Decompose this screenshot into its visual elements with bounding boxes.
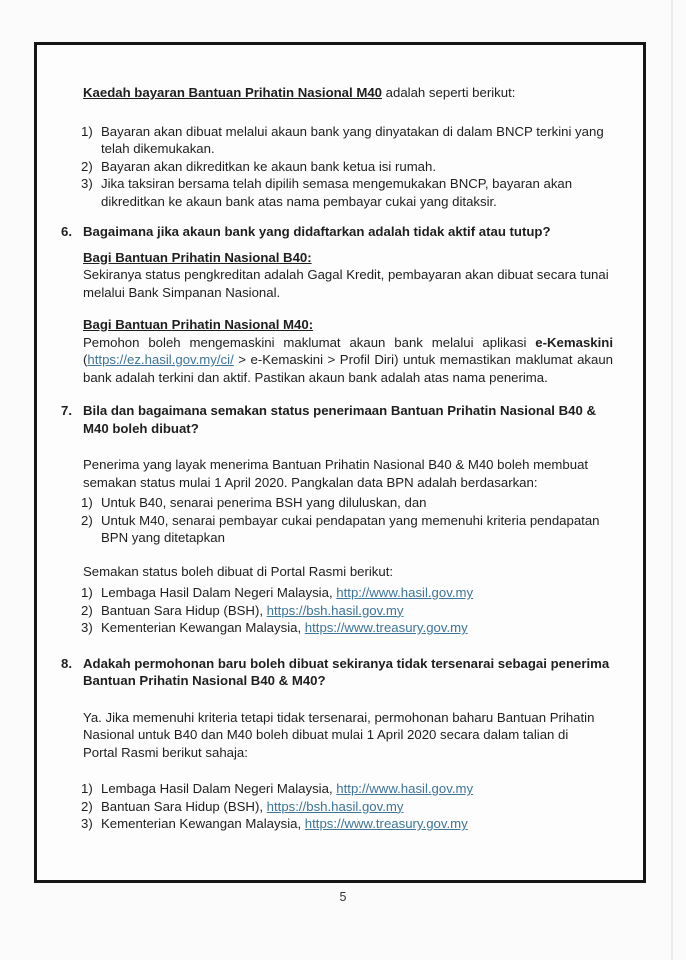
- q8-answer-text: Ya. Jika memenuhi kriteria tetapi tidak tersenarai, permohonan baharu Bantuan Prihatin Nasional untuk B40 dan M40 boleh dibuat mulai 1 April 2020 secara dalam talian di Portal Rasmi berikut sahaja:: [83, 709, 595, 760]
- portal-link-item: [81, 798, 613, 816]
- list-marker: 3): [81, 176, 93, 191]
- portal-link-text: [101, 815, 613, 833]
- portal-link-item: [81, 815, 613, 833]
- list-marker: 1): [81, 495, 93, 510]
- q6-m40-heading: Bagi Bantuan Prihatin Nasional M40:: [83, 317, 314, 332]
- portal-link-item: [81, 780, 613, 798]
- q6-m40-text-after: > e-Kemaskini > Profil Diri) untuk memastikan maklumat akaun bank adalah terkini dan aktif. Pastikan akaun bank adalah atas nama penerima.: [83, 352, 613, 385]
- intro-heading: [83, 84, 613, 102]
- intro-heading-bold: Kaedah bayaran Bantuan Prihatin Nasional M40: [83, 85, 382, 100]
- question-number: 7.: [61, 403, 72, 418]
- question-text: Bila dan bagaimana semakan status penerimaan Bantuan Prihatin Nasional B40 & M40 boleh dibuat?: [83, 403, 597, 436]
- q6-b40-heading: Bagi Bantuan Prihatin Nasional B40:: [83, 249, 312, 265]
- q8-portal-list: [83, 780, 613, 833]
- question-6-heading: [61, 223, 613, 241]
- q6-m40-open-paren: (: [83, 352, 88, 367]
- portal-link-label: Kementerian Kewangan Malaysia,: [101, 816, 305, 831]
- q7-portal-list: [83, 584, 613, 637]
- list-item-text: Bayaran akan dikreditkan ke akaun bank ketua isi rumah.: [101, 158, 437, 174]
- photo-edge-line: [671, 0, 673, 960]
- portal-link-item: [81, 602, 613, 620]
- q6-m40-ekemaskini-bold: e-Kemaskini: [535, 334, 613, 350]
- portal-link-text: [101, 602, 613, 620]
- section-question-6: [61, 223, 613, 386]
- hasil-portal-link[interactable]: http://www.hasil.gov.my: [336, 585, 474, 600]
- q6-m40-text: [83, 334, 613, 387]
- list-item-text: Untuk B40, senarai penerima BSH yang diluluskan, dan: [101, 495, 427, 510]
- treasury-portal-link[interactable]: https://www.treasury.gov.my: [304, 816, 468, 831]
- list-marker: 3): [81, 816, 93, 831]
- list-marker: 2): [81, 512, 93, 528]
- page-frame: [34, 42, 646, 883]
- list-marker: 1): [81, 123, 93, 139]
- list-item-text: Bayaran akan dibuat melalui akaun bank yang dinyatakan di dalam BNCP terkini yang telah dikemukakan.: [101, 123, 604, 156]
- question-number: 6.: [61, 224, 72, 239]
- bsh-portal-link[interactable]: https://bsh.hasil.gov.my: [266, 602, 404, 618]
- question-text: Bagaimana jika akaun bank yang didaftarkan adalah tidak aktif atau tutup?: [83, 224, 551, 239]
- portal-link-label: Lembaga Hasil Dalam Negeri Malaysia,: [101, 585, 337, 600]
- list-item-text: Untuk M40, senarai pembayar cukai pendapatan yang memenuhi kriteria pendapatan BPN yang ditetapkan: [101, 512, 600, 545]
- question-8-heading: [61, 655, 613, 690]
- q7-intro-text: Penerima yang layak menerima Bantuan Prihatin Nasional B40 & M40 boleh membuat semakan status mulai 1 April 2020. Pangkalan data BPN adalah berdasarkan:: [83, 457, 589, 490]
- list-item: [81, 175, 613, 210]
- list-marker: 2): [81, 158, 93, 174]
- list-item: [81, 494, 613, 512]
- portal-link-text: [101, 780, 613, 798]
- bsh-portal-link[interactable]: https://bsh.hasil.gov.my: [266, 798, 404, 814]
- page-number: 5: [339, 890, 347, 904]
- portal-link-text: [101, 619, 613, 637]
- list-marker: 2): [81, 602, 93, 618]
- list-marker: 1): [81, 585, 93, 600]
- portal-link-item: [81, 584, 613, 602]
- list-marker: 1): [81, 781, 93, 796]
- portal-link-text: [101, 584, 613, 602]
- list-marker: 3): [81, 620, 93, 635]
- intro-list: [83, 123, 613, 211]
- q7-list: [83, 494, 613, 547]
- portal-link-label: Bantuan Sara Hidup (BSH),: [101, 602, 267, 618]
- portal-link-label: Bantuan Sara Hidup (BSH),: [101, 798, 267, 814]
- q6-m40-subsection: [83, 316, 613, 386]
- list-item: [81, 123, 613, 158]
- q6-m40-text-before: Pemohon boleh mengemaskini maklumat akaun bank melalui aplikasi: [83, 334, 536, 350]
- portal-link-label: Lembaga Hasil Dalam Negeri Malaysia,: [101, 781, 337, 796]
- section-question-8: [61, 655, 613, 833]
- ezhasil-link[interactable]: https://ez.hasil.gov.my/ci/: [87, 352, 234, 367]
- q6-b40-subsection: [83, 249, 613, 302]
- list-item: [81, 158, 613, 176]
- q6-b40-text: Sekiranya status pengkreditan adalah Gagal Kredit, pembayaran akan dibuat secara tunai melalui Bank Simpanan Nasional.: [83, 267, 609, 300]
- question-7-heading: [61, 402, 613, 437]
- question-text: Adakah permohonan baru boleh dibuat sekiranya tidak tersenarai sebagai penerima Bantuan Prihatin Nasional B40 & M40?: [83, 655, 610, 688]
- hasil-portal-link[interactable]: http://www.hasil.gov.my: [336, 781, 474, 796]
- treasury-portal-link[interactable]: https://www.treasury.gov.my: [304, 620, 468, 635]
- question-number: 8.: [61, 655, 72, 671]
- list-item-text: Jika taksiran bersama telah dipilih semasa mengemukakan BNCP, bayaran akan dikreditkan ke akaun bank atas nama pembayar cukai yang ditaksir.: [101, 176, 573, 209]
- portal-link-label: Kementerian Kewangan Malaysia,: [101, 620, 305, 635]
- portal-link-text: [101, 798, 613, 816]
- list-item: [81, 512, 613, 547]
- q7-portal-intro: Semakan status boleh dibuat di Portal Rasmi berikut:: [83, 563, 394, 579]
- section-question-7: [61, 402, 613, 637]
- portal-link-item: [81, 619, 613, 637]
- list-marker: 2): [81, 798, 93, 814]
- intro-heading-rest: adalah seperti berikut:: [382, 85, 516, 100]
